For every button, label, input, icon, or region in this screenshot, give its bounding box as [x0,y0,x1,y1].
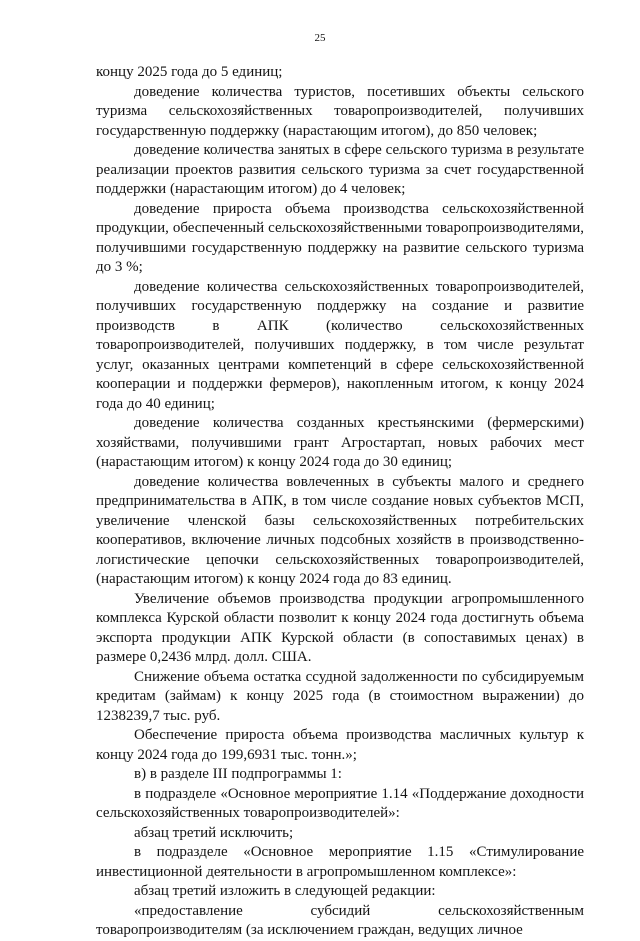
paragraph-oilseed-production: Обеспечение прироста объема производства масличных культур к концу 2024 года до 199,6931 тыс. тонн.»; [96,727,584,763]
paragraph-production-growth: доведение прироста объема производства сельскохозяйственной продукции, обеспеченный сельскохозяйственными товаропроизводителями, получившими государственную поддержку на развитие сельского туризма до 3 %; [96,200,584,275]
paragraph-subsection-1-15: в подразделе «Основное мероприятие 1.15 «Стимулирование инвестиционной деятельности в агропромышленном комплексе»: [96,844,584,880]
paragraph-continuation: концу 2025 года до 5 единиц; [96,64,283,80]
document-body [96,63,584,941]
paragraph-agro-producers: доведение количества сельскохозяйственных товаропроизводителей, получивших государственную поддержку на создание и развитие производств в АПК (количество сельскохозяйственных товаропроизводителей, получивших поддержку, в том числе результат услуг, оказанных центрами компетенций в сфере сельскохозяйственной кооперации и поддержки фермеров), накопленным итогом, к концу 2024 года до 40 единиц; [96,278,584,412]
paragraph-subsection-1-14: в подразделе «Основное мероприятие 1.14 «Поддержание доходности сельскохозяйственных товаропроизводителей»: [96,785,584,821]
paragraph-subsidies: «предоставление субсидий сельскохозяйственным товаропроизводителям (за исключением граждан, ведущих личное [96,902,584,938]
paragraph-rural-tourists: доведение количества туристов, посетивших объекты сельского туризма сельскохозяйственных товаропроизводителей, получивших государственную поддержку (нарастающим итогом), до 850 человек; [96,83,584,139]
paragraph-tourism-employment: доведение количества занятых в сфере сельского туризма в результате реализации проектов развития сельского туризма за счет государственной поддержки (нарастающим итогом) до 4 человек; [96,142,584,197]
page-number: 25 [314,32,326,44]
paragraph-section-iii: в) в разделе III подпрограммы 1: [134,766,342,782]
paragraph-export-growth: Увеличение объемов производства продукции агропромышленного комплекса Курской области позволит к концу 2024 года достигнуть объема экспорта продукции АПК Курской области (в сопоставимых ценах) в размере 0,2436 млрд. долл. США. [96,590,584,665]
paragraph-remove-third: абзац третий исключить; [134,824,294,841]
paragraph-agrostartup-jobs: доведение количества созданных крестьянскими (фермерскими) хозяйствами, получившими грант Агростартап, новых рабочих мест (нарастающим итогом) к концу 2024 года до 30 единиц; [96,415,584,470]
paragraph-sme-involvement: доведение количества вовлеченных в субъекты малого и среднего предпринимательства в АПК, в том числе создание новых субъектов МСП, увеличение членской базы сельскохозяйственных потребительских кооперативов, включение личных подсобных хозяйств в производственно-логистические цепочки сельскохозяйственных товаропроизводителей, (нарастающим итогом) к концу 2024 года до 83 единиц. [96,473,584,587]
paragraph-restate-third: абзац третий изложить в следующей редакции: [134,883,436,899]
paragraph-loan-debt: Снижение объема остатка ссудной задолженности по субсидируемым кредитам (займам) к концу 2025 года (в стоимостном выражении) до 1238239,7 тыс. руб. [96,668,584,724]
